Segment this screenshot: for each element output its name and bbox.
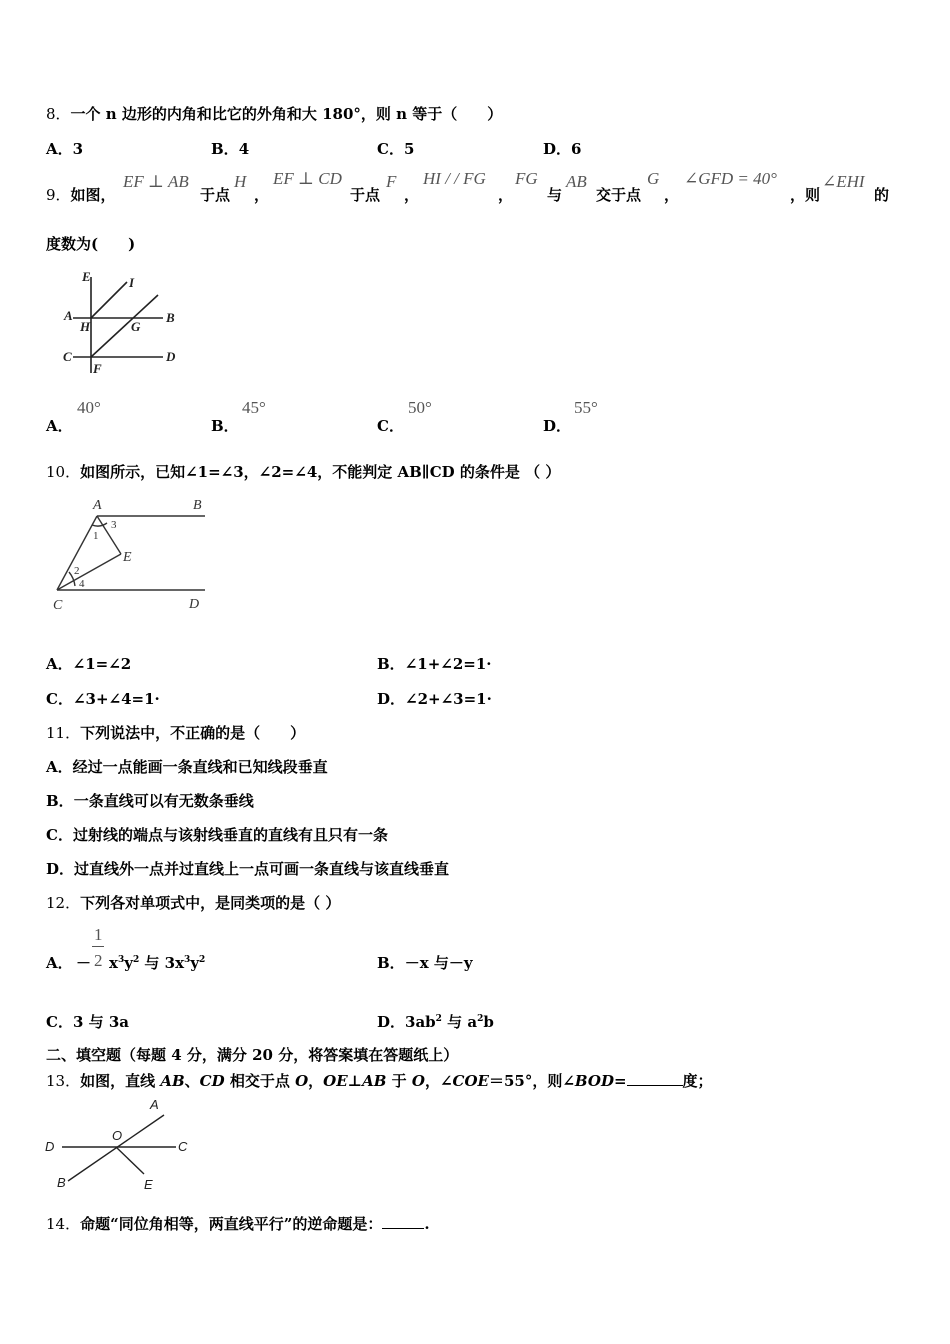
q12-option-d: D．$3ab^2$ 与 $a^2b$ — [377, 1013, 494, 1031]
fig13-label-o: O — [112, 1128, 123, 1143]
q9-math-ef-perp-cd: EF ⊥ CD — [273, 169, 342, 188]
q12-fraction-numerator: 1 — [94, 925, 103, 944]
fig13-label-b: B — [57, 1175, 66, 1190]
q14-number: 14． — [46, 1215, 81, 1233]
q9-text-1: 于点 — [200, 186, 231, 204]
q9-text-10: 的 — [874, 186, 890, 204]
fig13-label-e: E — [144, 1177, 153, 1192]
q9-option-a-text: 40° — [77, 398, 101, 417]
q9-text-7: 交于点 — [596, 186, 642, 204]
q9-math-fg: FG — [515, 169, 538, 188]
q9-math-angle-ehi: ∠EHI — [822, 172, 865, 191]
fig9-label-c: C — [63, 349, 72, 364]
q12-option-a-text: $x^3y^2$ 与 $3x^3y^2$ — [109, 954, 206, 972]
fig9-label-d: D — [166, 349, 176, 364]
q9-text-8: ， — [664, 186, 680, 204]
q10-option-a: A．∠1=∠2 — [46, 655, 132, 673]
line-ab — [68, 1115, 164, 1181]
angle-arc-a — [92, 523, 107, 526]
q8-option-c: C．5 — [377, 140, 415, 158]
fig10-angle-1: 1 — [93, 530, 99, 542]
q12-option-a-label: A． — [46, 954, 73, 972]
fig9-label-f: F — [93, 361, 102, 376]
q8-stem: 一个 n 边形的内角和比它的外角和大 180°，则 n 等于（ ） — [70, 105, 503, 123]
q9-option-d-label: D． — [543, 417, 572, 435]
q9-figure — [55, 265, 190, 380]
section-2-title: 二、填空题（每题 4 分，满分 20 分，将答案填在答题纸上） — [46, 1046, 459, 1064]
q10-option-d: D．∠2+∠3=1· — [377, 690, 492, 708]
q8-number: 8． — [46, 105, 71, 123]
fig13-label-a: A — [150, 1097, 159, 1112]
fig10-label-d: D — [189, 597, 200, 612]
q12-option-a-minus: － — [76, 954, 92, 972]
fig13-label-d: D — [45, 1139, 55, 1154]
q14-answer-blank[interactable] — [382, 1214, 424, 1229]
q9-math-f: F — [386, 172, 397, 191]
fig9-label-h: H — [80, 319, 91, 334]
q8-option-d: D．6 — [543, 140, 582, 158]
ray-oe — [116, 1147, 144, 1174]
fig13-label-c: C — [178, 1139, 188, 1154]
q12-option-c: C．3 与 3a — [46, 1013, 129, 1031]
fig10-label-a: A — [93, 498, 102, 513]
fig9-label-g: G — [131, 319, 141, 334]
q9-text-3: 于点 — [350, 186, 381, 204]
q9-option-b-label: B． — [211, 417, 239, 435]
q9-math-ab: AB — [566, 172, 587, 191]
q9-text-2: ， — [254, 186, 270, 204]
fig9-label-b: B — [166, 310, 175, 325]
fig9-label-i: I — [129, 275, 135, 290]
q8-stem-line — [46, 103, 502, 124]
q13-answer-blank[interactable] — [627, 1071, 683, 1086]
line-ae — [97, 516, 121, 554]
q10-option-c: C．∠3+∠4=1· — [46, 690, 160, 708]
q9-option-a-label: A． — [46, 417, 73, 435]
q10-stem-line: 10．如图所示，已知∠1=∠3，∠2=∠4，不能判定 AB∥CD 的条件是 （ ） — [46, 463, 561, 481]
q9-math-g: G — [647, 169, 660, 188]
q9-text-6: 与 — [547, 186, 563, 204]
q11-option-b: B．一条直线可以有无数条垂线 — [46, 792, 254, 810]
q9-stem-line2: 度数为( ) — [46, 235, 136, 253]
q9-number-lead: 9．如图， — [46, 186, 116, 204]
q9-math-h: H — [234, 172, 247, 191]
q9-option-c-label: C． — [377, 417, 404, 435]
fig10-label-e: E — [123, 550, 132, 565]
fig9-label-a: A — [64, 308, 73, 323]
q11-option-d: D．过直线外一点并过直线上一点可画一条直线与该直线垂直 — [46, 860, 450, 878]
q9-math-hi-parallel-fg: HI / / FG — [423, 169, 486, 188]
q9-text-4: ， — [404, 186, 420, 204]
fig10-angle-3: 3 — [111, 519, 117, 531]
q12-fraction-denominator: 2 — [94, 951, 103, 970]
line-fg — [91, 295, 158, 357]
fig10-angle-2: 2 — [74, 565, 80, 577]
q9-option-c-text: 50° — [408, 398, 432, 417]
q11-number: 11． — [46, 724, 81, 742]
fig10-label-b: B — [193, 498, 202, 513]
q9-math-ef-perp-ab: EF ⊥ AB — [123, 172, 189, 191]
q11-option-a: A．经过一点能画一条直线和已知线段垂直 — [46, 758, 328, 776]
fig10-angle-4: 4 — [79, 578, 85, 590]
q14-stem-line: 14．命题“同位角相等，两直线平行”的逆命题是： . — [46, 1215, 430, 1233]
q12-number: 12． — [46, 894, 81, 912]
fig9-label-e: E — [82, 269, 91, 284]
q12-fraction-bar — [92, 946, 104, 947]
q13-number: 13． — [46, 1072, 81, 1090]
fig10-label-c: C — [53, 598, 63, 613]
q12-option-b: B．－x 与－y — [377, 954, 473, 972]
q9-text-5: ， — [498, 186, 514, 204]
q8-option-b: B．4 — [211, 140, 250, 158]
q10-option-b: B．∠1+∠2=1· — [377, 655, 492, 673]
q13-stem-line: 13．如图，直线 AB、CD 相交于点 O，OE⊥AB 于 O，∠COE＝55°，则∠BOD= 度； — [46, 1072, 713, 1090]
q9-option-b-text: 45° — [242, 398, 266, 417]
q9-option-d-text: 55° — [574, 398, 598, 417]
q12-stem-line: 12．下列各对单项式中，是同类项的是（ ） — [46, 894, 341, 912]
line-hi — [91, 282, 127, 318]
q10-figure — [45, 492, 215, 617]
q9-text-9: ，则 — [790, 186, 821, 204]
q9-math-angle-gfd: ∠GFD = 40° — [684, 169, 777, 188]
q10-number: 10． — [46, 463, 81, 481]
q11-stem-line: 11．下列说法中，不正确的是（ ） — [46, 724, 306, 742]
q8-option-a: A．3 — [46, 140, 84, 158]
q13-figure — [40, 1095, 200, 1195]
q11-option-c: C．过射线的端点与该射线垂直的直线有且只有一条 — [46, 826, 388, 844]
